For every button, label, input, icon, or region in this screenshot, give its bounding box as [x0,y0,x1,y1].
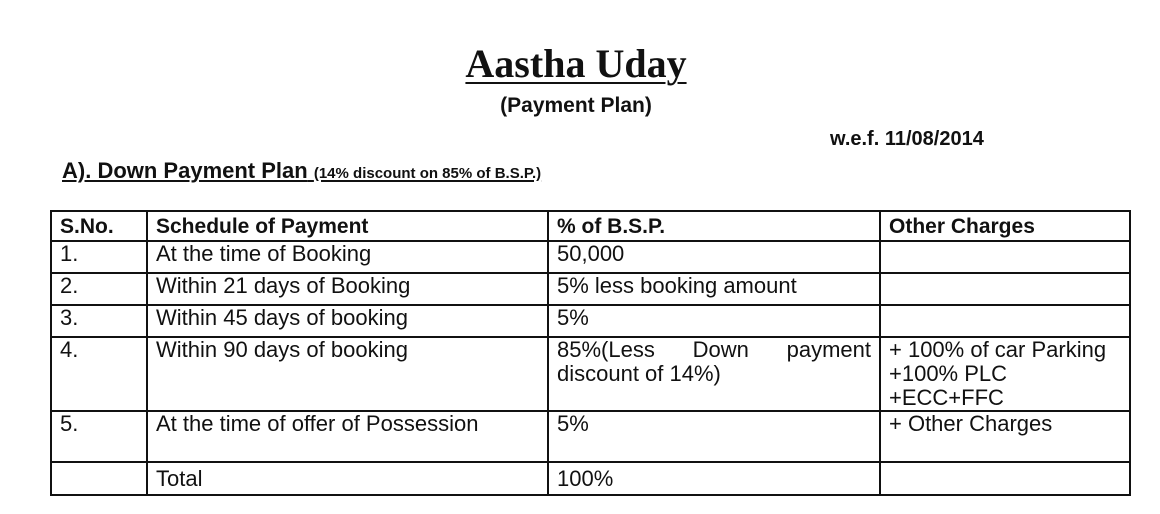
schedule-cell: Within 90 days of booking [147,337,548,411]
bsp-cell: 50,000 [548,241,880,273]
bsp-cell: 5% [548,305,880,337]
table-row [51,241,1130,273]
sno-cell: 3. [51,305,147,337]
other-charges-cell: + Other Charges [880,411,1130,462]
section-note: (14% discount on 85% of B.S.P.) [313,165,542,182]
bsp-cell: 100% [548,462,880,495]
column-header: Schedule of Payment [147,211,548,241]
sno-cell: 5. [51,411,147,462]
table-row [51,305,1130,337]
other-charges-cell [880,241,1130,273]
bsp-cell: 85%(Less Down payment discount of 14%) [548,337,880,411]
sno-cell: 1. [51,241,147,273]
effective-date: w.e.f. 11/08/2014 [830,128,984,150]
table-row [51,411,1130,462]
sno-cell [51,462,147,495]
schedule-cell: Total [147,462,548,495]
table-row [51,337,1130,411]
other-charges-cell [880,462,1130,495]
sno-cell: 2. [51,273,147,305]
other-charges-cell [880,305,1130,337]
other-charges-cell: + 100% of car Parking +100% PLC +ECC+FFC [880,337,1130,411]
total-row [51,462,1130,495]
bsp-cell: 5% [548,411,880,462]
schedule-cell: Within 45 days of booking [147,305,548,337]
document-subtitle: (Payment Plan) [500,94,652,117]
schedule-cell: Within 21 days of Booking [147,273,548,305]
column-header: % of B.S.P. [548,211,880,241]
schedule-cell: At the time of Booking [147,241,548,273]
other-charges-cell [880,273,1130,305]
section-heading: A). Down Payment Plan (14% discount on 85% of B.S.P.) [62,158,542,183]
column-header: Other Charges [880,211,1130,241]
document-title: Aastha Uday [465,41,687,86]
bsp-cell: 5% less booking amount [548,273,880,305]
payment-plan-table [50,210,1131,496]
table-header-row [51,211,1130,241]
schedule-cell: At the time of offer of Possession [147,411,548,462]
table-row [51,273,1130,305]
column-header: S.No. [51,211,147,241]
sno-cell: 4. [51,337,147,411]
